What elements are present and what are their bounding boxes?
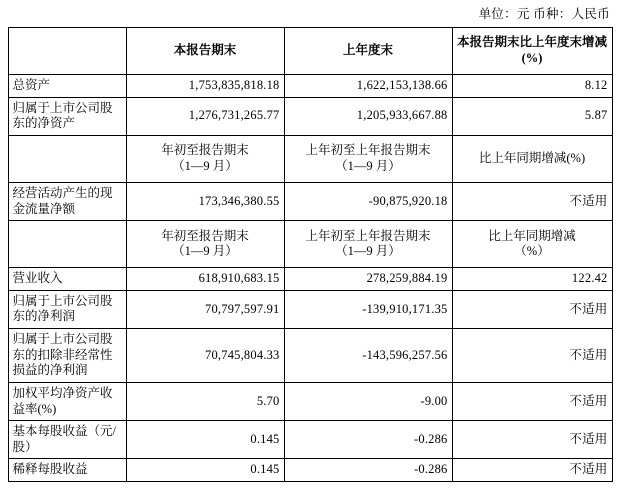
cell-net-profit-prior: -139,910,171.35 [284,290,452,328]
table-row [8,268,612,291]
header-cell-blank [8,28,126,75]
cell-net-profit-excl-change: 不适用 [452,329,612,383]
financial-summary-table [8,27,613,482]
cell-revenue-prior: 278,259,884.19 [284,268,452,291]
subheader2-ytd-line2: （1—9 月） [172,244,238,259]
cell-net-assets-prior: 1,205,933,667.88 [284,97,452,135]
cell-roe-change: 不适用 [452,382,612,420]
subheader2-ytd-line1: 年初至报告期末 [161,228,249,243]
cell-basic-eps-current: 0.145 [126,421,284,459]
table-subheader-row-income [8,221,612,268]
cell-net-profit-current: 70,797,597.91 [126,290,284,328]
subheader1-ytd-line2: （1—9 月） [172,158,238,173]
cell-diluted-eps-change: 不适用 [452,459,612,482]
header-cell-prior-year-end: 上年度末 [284,28,452,75]
cell-diluted-eps-current: 0.145 [126,459,284,482]
subheader2-change-line2: （%） [514,244,550,259]
subheader2-change-line1: 比上年同期增减 [488,228,576,243]
subheader2-prior-line1: 上年初至上年报告期末 [305,228,431,243]
subheader2-cell-blank [8,221,126,268]
subheader1-ytd-line1: 年初至报告期末 [161,143,249,158]
table-row [8,290,612,328]
row-label-net-assets: 归属于上市公司股东的净资产 [8,97,126,135]
subheader2-cell-change [452,221,612,268]
subheader1-cell-change: 比上年同期增减(%) [452,135,612,182]
table-row [8,97,612,135]
cell-roe-current: 5.70 [126,382,284,420]
cell-operating-cashflow-current: 173,346,380.55 [126,182,284,220]
row-label-net-profit-excl-nonrecurring: 归属于上市公司股东的扣除非经常性损益的净利润 [8,329,126,383]
row-label-operating-cashflow: 经营活动产生的现金流量净额 [8,182,126,220]
row-label-roe: 加权平均净资产收益率(%) [8,382,126,420]
cell-net-profit-change: 不适用 [452,290,612,328]
subheader2-cell-ytd [126,221,284,268]
subheader1-cell-ytd [126,135,284,182]
subheader2-cell-prior-ytd [284,221,452,268]
subheader1-prior-line2: （1—9 月） [335,158,401,173]
table-row [8,459,612,482]
row-label-diluted-eps: 稀释每股收益 [8,459,126,482]
cell-net-profit-excl-current: 70,745,804.33 [126,329,284,383]
row-label-net-profit: 归属于上市公司股东的净利润 [8,290,126,328]
cell-basic-eps-prior: -0.286 [284,421,452,459]
row-label-revenue: 营业收入 [8,268,126,291]
cell-revenue-current: 618,910,683.15 [126,268,284,291]
subheader2-prior-line2: （1—9 月） [335,244,401,259]
cell-diluted-eps-prior: -0.286 [284,459,452,482]
table-row [8,329,612,383]
cell-net-profit-excl-prior: -143,596,257.56 [284,329,452,383]
cell-total-assets-prior: 1,622,153,138.66 [284,75,452,98]
header-cell-change-pct: 本报告期末比上年度末增减(%) [452,28,612,75]
row-label-total-assets: 总资产 [8,75,126,98]
subheader1-cell-blank [8,135,126,182]
cell-total-assets-change: 8.12 [452,75,612,98]
row-label-basic-eps: 基本每股收益（元/股） [8,421,126,459]
cell-operating-cashflow-prior: -90,875,920.18 [284,182,452,220]
subheader1-cell-prior-ytd [284,135,452,182]
table-row [8,382,612,420]
subheader1-prior-line1: 上年初至上年报告期末 [305,143,431,158]
table-row [8,421,612,459]
cell-revenue-change: 122.42 [452,268,612,291]
table-subheader-row-cashflow [8,135,612,182]
cell-total-assets-current: 1,753,835,818.18 [126,75,284,98]
cell-roe-prior: -9.00 [284,382,452,420]
cell-operating-cashflow-change: 不适用 [452,182,612,220]
cell-basic-eps-change: 不适用 [452,421,612,459]
table-row [8,182,612,220]
cell-net-assets-current: 1,276,731,265.77 [126,97,284,135]
cell-net-assets-change: 5.87 [452,97,612,135]
table-header-row [8,28,612,75]
header-cell-period-end: 本报告期末 [126,28,284,75]
table-row [8,75,612,98]
unit-currency-note: 单位：元 币种：人民币 [478,7,610,21]
